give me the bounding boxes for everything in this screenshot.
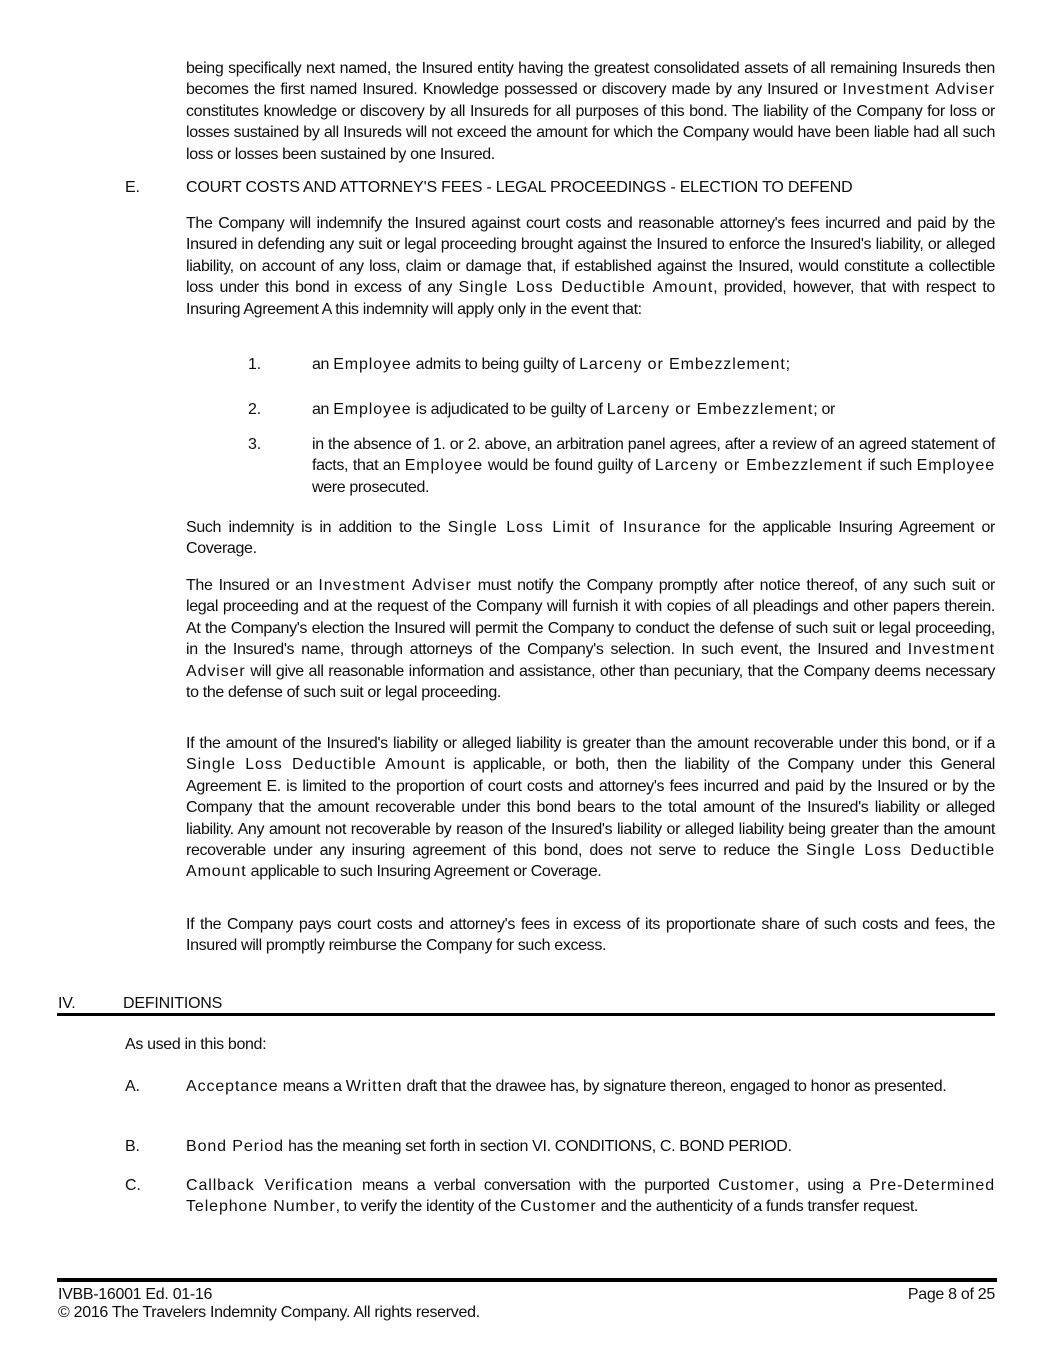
- section-e-label: E.: [125, 179, 140, 196]
- text-run: were prosecuted.: [312, 478, 430, 496]
- section-e-paragraph-4: [186, 733, 995, 883]
- section-iv-label: IV.: [58, 995, 76, 1012]
- defined-term: Larceny or Embezzlement: [606, 401, 814, 418]
- text-run: is applicable, or both, then the liability of the Company under this General Agreement E. is limited to the proportion of court costs and attorney's fees incurred and paid by the Insured or by the Company that the amount recoverable under this bond bears to the total amount of the Insured's liability or alleged liability. Any amount not recoverable by reason of the Insured's liability or alleged liability being greater than the amount recoverable under any insuring agreement of this bond, does not serve to reduce the: [186, 756, 995, 860]
- defined-term: Single Loss Deductible Amount: [186, 756, 446, 774]
- section-e-paragraph-1: [186, 213, 995, 320]
- defined-term: Larceny or Embezzlement: [579, 356, 786, 373]
- section-iv-heading: DEFINITIONS: [123, 995, 223, 1012]
- text-run: If the amount of the Insured's liability or alleged liability is greater than the amount recoverable under this bond, or if a: [186, 735, 995, 752]
- defined-term: Written: [345, 1078, 403, 1095]
- defined-term: Investment Adviser: [842, 81, 996, 99]
- text-run: being specifically next named, the Insured entity having the greatest consolidated assets of all remaining Insureds then becomes the first named Insured. Knowledge possessed or discovery made by any Insured or: [186, 60, 995, 99]
- section-e-paragraph-5: [186, 914, 995, 957]
- text-run: The Company will indemnify the Insured against court costs and reasonable attorney's fees incurred and paid by the Insured in defending any suit or legal proceeding brought against the Insured to enforce the Insured's liability, or alleged liability, on account of any loss, claim or damage that, if established against the Insured, would constitute a collectible loss under this bond in excess of any: [186, 215, 995, 297]
- text-run: must notify the Company promptly after notice thereof, of any such suit or legal proceeding and at the request of the Company will furnish it with copies of all pleadings and other papers therein. At the Company's election the Insured will permit the Company to conduct the defense of such suit or legal proceeding, in the Insured's name, through attorneys of the Company's selection. In such event, the Insured and: [186, 577, 995, 659]
- defined-term: Employee: [916, 457, 995, 475]
- text-run: , using a: [794, 1177, 870, 1194]
- defined-term: Single Loss Deductible Amount: [458, 279, 714, 297]
- text-run: draft that the drawee has, by signature thereon, engaged to honor as presented.: [402, 1078, 947, 1095]
- text-run: , provided, however, that with respect to Insuring Agreement A this indemnity will apply only in the event that:: [186, 279, 995, 318]
- footer-rule: [57, 1278, 997, 1282]
- text-run: and the authenticity of a funds transfer request.: [596, 1198, 919, 1216]
- text-run: an: [312, 401, 334, 418]
- defined-term: Employee: [404, 457, 484, 475]
- definition-c-label: C.: [125, 1177, 141, 1194]
- text-run: constitutes knowledge or discovery by all Insureds for all purposes of this bond. The liability of the Company for loss or losses sustained by all Insureds will not exceed the amount for which the Company would have been liable had all such loss or losses been sustained by one Insured.: [186, 102, 995, 163]
- text-run: will give all reasonable information and assistance, other than pecuniary, that the Company deems necessary to the defense of such suit or legal proceeding.: [186, 662, 995, 702]
- footer-copyright: © 2016 The Travelers Indemnity Company. All rights reserved.: [58, 1304, 480, 1321]
- defined-term: Single Loss Limit of Insurance: [447, 519, 702, 536]
- section-e-heading: COURT COSTS AND ATTORNEY'S FEES - LEGAL PROCEEDINGS - ELECTION TO DEFEND: [186, 179, 853, 196]
- defined-term: Acceptance: [186, 1078, 279, 1095]
- defined-term: Customer: [520, 1198, 597, 1216]
- text-run: has the meaning set forth in section VI. CONDITIONS, C. BOND PERIOD.: [283, 1138, 792, 1155]
- text-run: would be found guilty of: [483, 457, 655, 475]
- definition-a-text: [186, 1076, 995, 1097]
- text-run: means a: [278, 1078, 346, 1095]
- text-run: Such indemnity is in addition to the: [186, 519, 448, 536]
- list-item-3-text: [312, 434, 995, 498]
- text-run: in the absence of 1. or 2. above, an arbitration panel agrees, after a review of an agreed statement of facts, that an: [312, 436, 995, 475]
- text-run: is adjudicated to be guilty of: [411, 401, 607, 418]
- text-run: , to verify the identity of the: [335, 1198, 521, 1216]
- defined-term: Callback Verification: [186, 1177, 354, 1194]
- footer-page-indicator: Page 8 of 25: [907, 1286, 995, 1303]
- list-item-3-number: 3.: [248, 436, 261, 453]
- definition-c-text: [186, 1175, 995, 1218]
- text-run: an: [312, 356, 334, 373]
- defined-term: Employee: [333, 356, 412, 373]
- footer-form-number: IVBB-16001 Ed. 01-16: [58, 1286, 213, 1303]
- defined-term: Larceny or Embezzlement: [654, 457, 863, 475]
- list-item-1-text: [312, 354, 995, 375]
- text-run: The Insured or an: [186, 577, 319, 594]
- text-run: applicable to such Insuring Agreement or Coverage.: [246, 863, 602, 881]
- defined-term: Customer: [718, 1177, 795, 1194]
- defined-term: Bond Period: [186, 1138, 284, 1155]
- list-item-1-number: 1.: [248, 356, 261, 373]
- definition-b-label: B.: [125, 1138, 140, 1155]
- text-run: for the applicable Insuring Agreement or Coverage.: [186, 519, 995, 558]
- definition-b-text: [186, 1136, 995, 1157]
- text-run: admits to being guilty of: [411, 356, 580, 373]
- defined-term: Employee: [333, 401, 412, 418]
- defined-term: Pre-Determined Telephone Number: [186, 1177, 995, 1216]
- section-e-paragraph-2: [186, 517, 995, 560]
- section-divider-rule: [57, 1013, 995, 1016]
- defined-term: Single Loss Deductible Amount: [186, 842, 995, 881]
- text-run: ;: [785, 356, 790, 373]
- definition-a-label: A.: [125, 1078, 140, 1095]
- text-run: if such: [862, 457, 917, 475]
- defined-term: Investment Adviser: [186, 641, 995, 680]
- list-item-2-number: 2.: [248, 401, 261, 418]
- text-run: If the Company pays court costs and attorney's fees in excess of its proportionate share of such costs and fees, the Insured will promptly reimburse the Company for such excess.: [186, 916, 995, 955]
- defined-term: Investment Adviser: [318, 577, 472, 594]
- section-e-paragraph-3: [186, 575, 995, 703]
- text-run: ; or: [813, 401, 835, 418]
- intro-continuation-paragraph: [186, 58, 995, 165]
- list-item-2-text: [312, 399, 995, 420]
- text-run: means a verbal conversation with the purported: [353, 1177, 719, 1194]
- definitions-intro: As used in this bond:: [125, 1036, 267, 1053]
